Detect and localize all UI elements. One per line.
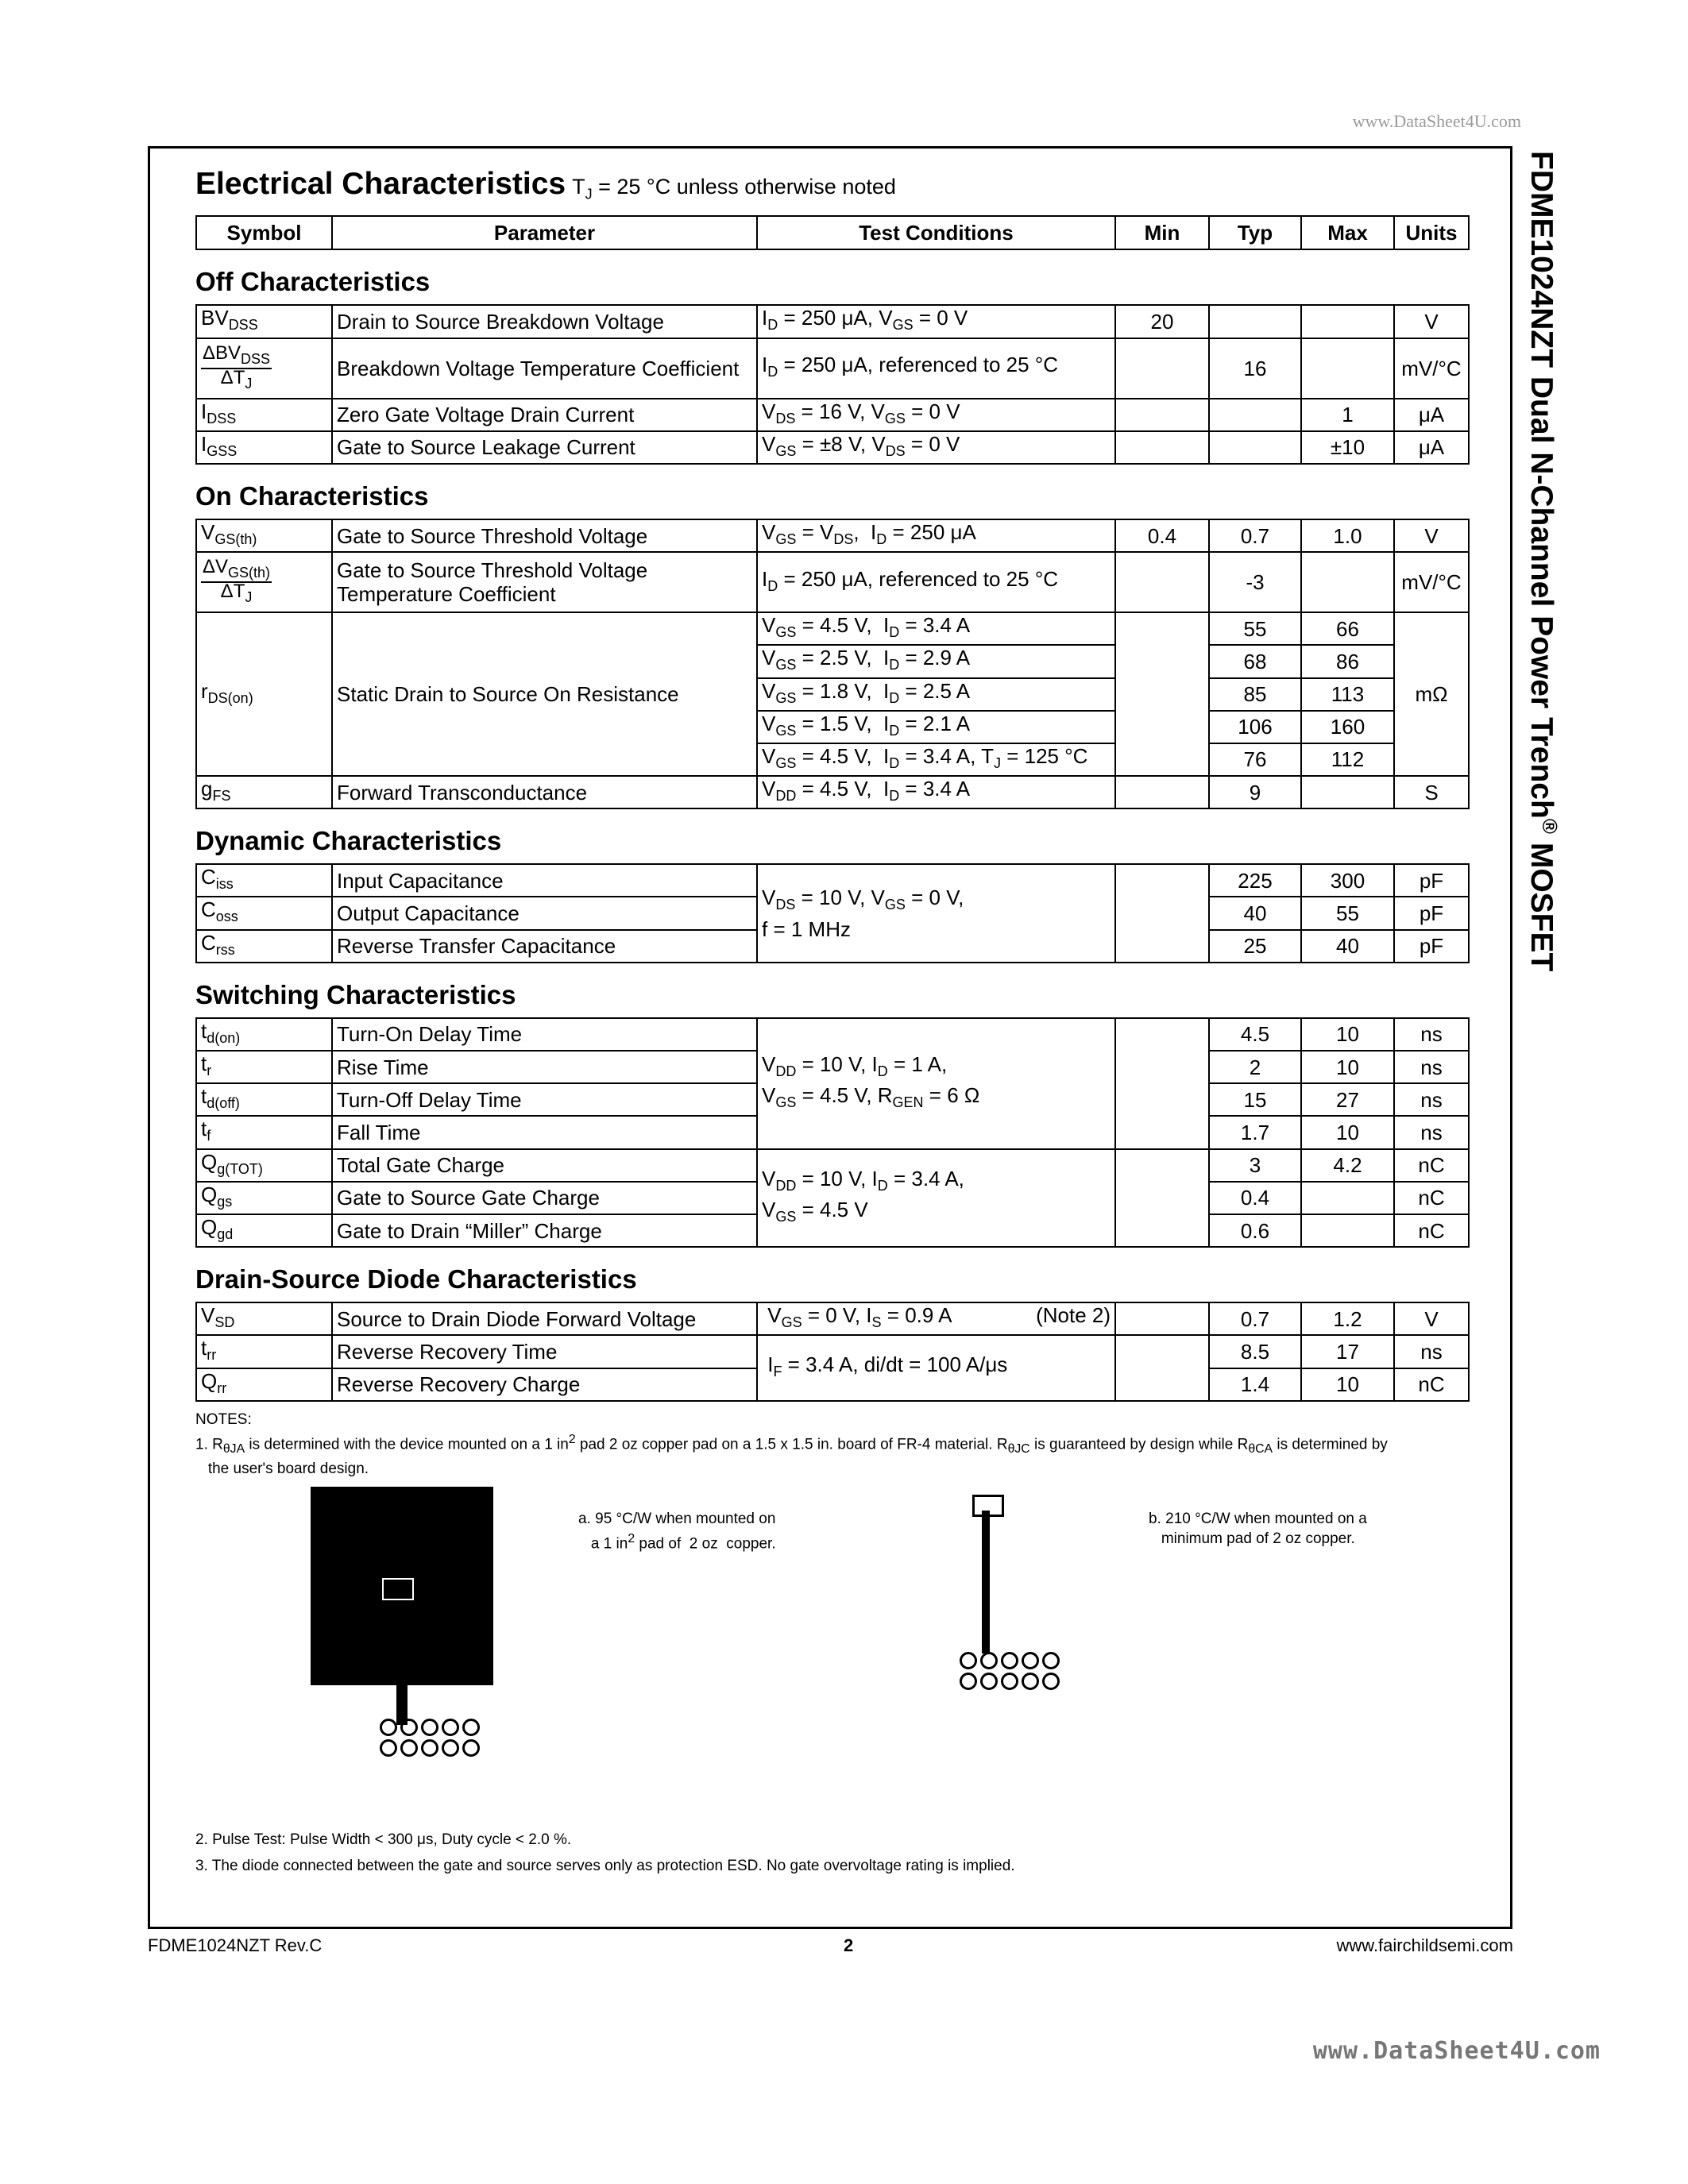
watermark-top[interactable]: www.DataSheet4U.com [1352, 111, 1521, 131]
parameter: Reverse Recovery Charge [332, 1368, 757, 1401]
min [1115, 399, 1209, 431]
symbol: $Q_{gs}$ [196, 1182, 332, 1214]
table-row [196, 1335, 1469, 1368]
note-2: 2. Pulse Test: Pulse Width < 300 μs, Duty cycle < 2.0 %. [195, 1831, 572, 1848]
symbol: $\frac{\Delta V_{GS(th)}}{\Delta T_J}$ [196, 552, 332, 612]
symbol: $Q_{rr}$ [196, 1368, 332, 1401]
section-switching: Switching Characteristics [195, 979, 516, 1009]
max: 112 [1301, 743, 1394, 776]
parameter: Gate to Source Leakage Current [332, 431, 757, 464]
typ: 106 [1209, 711, 1301, 743]
symbol: $I_{GSS}$ [196, 431, 332, 464]
switching-table [195, 1017, 1470, 1248]
max [1301, 1214, 1394, 1247]
table-row [196, 305, 1469, 338]
typ: 0.7 [1209, 1302, 1301, 1335]
typ: 9 [1209, 776, 1301, 808]
test-conditions: $I_D = 250$ μA, referenced to 25 °C [757, 338, 1115, 399]
col-test-conditions: Test Conditions [757, 216, 1115, 249]
max: 55 [1301, 897, 1394, 929]
symbol: $BV_{DSS}$ [196, 305, 332, 338]
column-header-table [195, 215, 1470, 250]
table-row [196, 1302, 1469, 1335]
typ: 225 [1209, 864, 1301, 897]
test-conditions: $V_{GS} = 2.5$ V, $I_D = 2.9$ A [757, 645, 1115, 677]
units: nC [1394, 1214, 1469, 1247]
test-conditions: $V_{GS} = 0$ V, $I_S = 0.9$ A (Note 2) [757, 1302, 1115, 1335]
units: S [1394, 776, 1469, 808]
typ: 15 [1209, 1083, 1301, 1116]
units: pF [1394, 930, 1469, 963]
symbol: $C_{oss}$ [196, 897, 332, 929]
units: nC [1394, 1149, 1469, 1182]
footer-doc-id: FDME1024NZT Rev.C [148, 1935, 323, 1955]
max: 300 [1301, 864, 1394, 897]
max: 10 [1301, 1018, 1394, 1051]
typ: 55 [1209, 612, 1301, 645]
thermal-figures [195, 1479, 1468, 1828]
symbol: $Q_{gd}$ [196, 1214, 332, 1247]
on-table [195, 519, 1470, 809]
max: 86 [1301, 645, 1394, 677]
max: 10 [1301, 1116, 1394, 1148]
heading-condition: $T_J = 25$ °C unless otherwise noted [572, 175, 896, 203]
symbol: $C_{rss}$ [196, 930, 332, 963]
units: μA [1394, 431, 1469, 464]
notes-bottom [195, 1830, 1468, 1876]
typ: 0.7 [1209, 519, 1301, 552]
figure-b-caption: b. 210 °C/W when mounted on a minimum pad of 2 oz copper. [1149, 1510, 1367, 1547]
parameter: Forward Transconductance [332, 776, 757, 808]
footer-website[interactable]: www.fairchildsemi.com [1336, 1935, 1513, 1955]
typ: 76 [1209, 743, 1301, 776]
typ [1209, 305, 1301, 338]
header-row [196, 216, 1469, 249]
parameter: Fall Time [332, 1116, 757, 1148]
max: ±10 [1301, 431, 1394, 464]
parameter: Turn-Off Delay Time [332, 1083, 757, 1116]
via-holes [960, 1652, 1060, 1690]
device-pad [382, 1578, 414, 1600]
max [1301, 1182, 1394, 1214]
typ [1209, 399, 1301, 431]
max [1301, 338, 1394, 399]
units: V [1394, 1302, 1469, 1335]
typ: 0.6 [1209, 1214, 1301, 1247]
max: 27 [1301, 1083, 1394, 1116]
side-title-text: FDME1024NZT Dual N-Channel Power Trench [1524, 151, 1559, 819]
test-conditions: $V_{DS} = 10$ V, $V_{GS} = 0$ V, f = 1 MHz [757, 864, 1115, 963]
diode-table [195, 1302, 1470, 1402]
max: 160 [1301, 711, 1394, 743]
units: ns [1394, 1051, 1469, 1083]
col-min: Min [1115, 216, 1209, 249]
col-units: Units [1394, 216, 1469, 249]
max [1301, 776, 1394, 808]
footer-page-number: 2 [844, 1935, 854, 1955]
parameter: Rise Time [332, 1051, 757, 1083]
symbol: $C_{iss}$ [196, 864, 332, 897]
test-conditions: $V_{GS} = 1.8$ V, $I_D = 2.5$ A [757, 678, 1115, 711]
max: 40 [1301, 930, 1394, 963]
notes-label: NOTES: [195, 1410, 252, 1428]
max [1301, 552, 1394, 612]
parameter: Input Capacitance [332, 864, 757, 897]
units: pF [1394, 864, 1469, 897]
min [1115, 864, 1209, 963]
page-heading [195, 163, 1468, 215]
symbol: $t_f$ [196, 1116, 332, 1148]
col-parameter: Parameter [332, 216, 757, 249]
typ [1209, 431, 1301, 464]
parameter: Static Drain to Source On Resistance [332, 612, 757, 776]
table-row [196, 864, 1469, 897]
units: V [1394, 519, 1469, 552]
units: mV/°C [1394, 338, 1469, 399]
test-conditions: $V_{DD} = 10$ V, $I_D = 3.4$ A, $V_{GS} = 4.5$ V [757, 1149, 1115, 1248]
col-typ: Typ [1209, 216, 1301, 249]
parameter: Reverse Transfer Capacitance [332, 930, 757, 963]
typ: 40 [1209, 897, 1301, 929]
test-conditions: $V_{GS} = \pm 8$ V, $V_{DS} = 0$ V [757, 431, 1115, 464]
side-title [1516, 146, 1584, 1036]
parameter: Gate to Drain “Miller” Charge [332, 1214, 757, 1247]
units: ns [1394, 1018, 1469, 1051]
figure-a-caption: a. 95 °C/W when mounted on a 1 $in^2$ pad of 2 oz copper. [578, 1510, 776, 1553]
col-max: Max [1301, 216, 1394, 249]
min [1115, 776, 1209, 808]
table-row [196, 338, 1469, 399]
typ: -3 [1209, 552, 1301, 612]
table-row [196, 399, 1469, 431]
symbol: $\frac{\Delta BV_{DSS}}{\Delta T_J}$ [196, 338, 332, 399]
parameter: Total Gate Charge [332, 1149, 757, 1182]
table-row [196, 612, 1469, 645]
test-conditions: $V_{GS} = V_{DS}$, $I_D = 250$ μA [757, 519, 1115, 552]
parameter: Gate to Source Threshold Voltage Temperature Coefficient [332, 552, 757, 612]
symbol: $V_{SD}$ [196, 1302, 332, 1335]
symbol: $r_{DS(on)}$ [196, 612, 332, 776]
max: 10 [1301, 1368, 1394, 1401]
via-holes [380, 1719, 480, 1757]
typ: 25 [1209, 930, 1301, 963]
min [1115, 1018, 1209, 1149]
test-conditions: $V_{DD} = 10$ V, $I_D = 1$ A, $V_{GS} = 4.5$ V, $R_{GEN} = 6$ Ω [757, 1018, 1115, 1149]
typ: 68 [1209, 645, 1301, 677]
min [1115, 431, 1209, 464]
watermark-bottom[interactable]: www.DataSheet4U.com [1312, 2037, 1601, 2065]
typ: 16 [1209, 338, 1301, 399]
table-row [196, 1149, 1469, 1182]
parameter: Zero Gate Voltage Drain Current [332, 399, 757, 431]
parameter: Gate to Source Threshold Voltage [332, 519, 757, 552]
units: pF [1394, 897, 1469, 929]
min [1115, 1335, 1209, 1400]
off-table [195, 304, 1470, 465]
section-on: On Characteristics [195, 480, 429, 511]
symbol: $t_{d(on)}$ [196, 1018, 332, 1051]
min [1115, 1302, 1209, 1335]
heading-text: Electrical Characteristics [195, 167, 566, 201]
parameter: Gate to Source Gate Charge [332, 1182, 757, 1214]
typ: 2 [1209, 1051, 1301, 1083]
units: μA [1394, 399, 1469, 431]
symbol: $Q_{g(TOT)}$ [196, 1149, 332, 1182]
typ: 1.4 [1209, 1368, 1301, 1401]
notes [195, 1410, 1468, 1479]
pad-layout-1in-image [311, 1487, 493, 1685]
units: V [1394, 305, 1469, 338]
min [1115, 552, 1209, 612]
test-conditions: $V_{GS} = 1.5$ V, $I_D = 2.1$ A [757, 711, 1115, 743]
min [1115, 612, 1209, 776]
max [1301, 305, 1394, 338]
symbol: $t_{d(off)}$ [196, 1083, 332, 1116]
parameter: Source to Drain Diode Forward Voltage [332, 1302, 757, 1335]
symbol: $V_{GS(th)}$ [196, 519, 332, 552]
note-ref: (Note 2) [1036, 1303, 1111, 1328]
max: 1.0 [1301, 519, 1394, 552]
max: 1 [1301, 399, 1394, 431]
table-row [196, 776, 1469, 808]
symbol: $I_{DSS}$ [196, 399, 332, 431]
parameter: Drain to Source Breakdown Voltage [332, 305, 757, 338]
table-row [196, 1018, 1469, 1051]
test-conditions: $I_F = 3.4$ A, di/dt = 100 A/μs [757, 1335, 1115, 1400]
typ: 0.4 [1209, 1182, 1301, 1214]
parameter: Turn-On Delay Time [332, 1018, 757, 1051]
section-diode: Drain-Source Diode Characteristics [195, 1264, 637, 1295]
parameter: Reverse Recovery Time [332, 1335, 757, 1368]
min: 0.4 [1115, 519, 1209, 552]
dynamic-table [195, 863, 1470, 963]
max: 113 [1301, 678, 1394, 711]
typ: 8.5 [1209, 1335, 1301, 1368]
min [1115, 1149, 1209, 1248]
typ: 3 [1209, 1149, 1301, 1182]
units: ns [1394, 1335, 1469, 1368]
test-conditions: $V_{GS} = 4.5$ V, $I_D = 3.4$ A [757, 612, 1115, 645]
section-dynamic: Dynamic Characteristics [195, 826, 502, 856]
units: nC [1394, 1182, 1469, 1214]
max: 66 [1301, 612, 1394, 645]
table-row [196, 431, 1469, 464]
test-conditions: $I_D = 250$ μA, referenced to 25 °C [757, 552, 1115, 612]
parameter: Output Capacitance [332, 897, 757, 929]
test-conditions: $I_D = 250$ μA, $V_{GS} = 0$ V [757, 305, 1115, 338]
note-1: 1. $R_{\theta JA}$ is determined with the device mounted on a 1 $in^2$ pad 2 oz copper pad on a 1.5 x 1.5 in. board of FR-4 material. $R_{\theta JC}$ is guaranteed by design while $R_{\theta CA}$ is determined by the user's board design. [195, 1432, 1388, 1477]
min: 20 [1115, 305, 1209, 338]
test-conditions: $V_{GS} = 4.5$ V, $I_D = 3.4$ A, $T_J = 125$ °C [757, 743, 1115, 776]
test-conditions: $V_{DS} = 16$ V, $V_{GS} = 0$ V [757, 399, 1115, 431]
typ: 4.5 [1209, 1018, 1301, 1051]
table-row [196, 519, 1469, 552]
min [1115, 338, 1209, 399]
max: 4.2 [1301, 1149, 1394, 1182]
units: mΩ [1394, 612, 1469, 776]
note-3: 3. The diode connected between the gate and source serves only as protection ESD. No gate overvoltage rating is implied. [195, 1857, 1015, 1874]
units: ns [1394, 1116, 1469, 1148]
side-title-end: MOSFET [1524, 834, 1559, 972]
symbol: $t_r$ [196, 1051, 332, 1083]
symbol: $g_{FS}$ [196, 776, 332, 808]
units: ns [1394, 1083, 1469, 1116]
units: nC [1394, 1368, 1469, 1401]
test-conditions: $V_{DD} = 4.5$ V, $I_D = 3.4$ A [757, 776, 1115, 808]
registered-mark: ® [1538, 818, 1562, 834]
symbol: $t_{rr}$ [196, 1335, 332, 1368]
max: 1.2 [1301, 1302, 1394, 1335]
units: mV/°C [1394, 552, 1469, 612]
electrical-characteristics [195, 163, 1468, 1876]
max: 17 [1301, 1335, 1394, 1368]
col-symbol: Symbol [196, 216, 332, 249]
minimum-pad-trace [982, 1511, 990, 1653]
section-off: Off Characteristics [195, 267, 431, 297]
max: 10 [1301, 1051, 1394, 1083]
typ: 1.7 [1209, 1116, 1301, 1148]
table-row [196, 552, 1469, 612]
typ: 85 [1209, 678, 1301, 711]
parameter: Breakdown Voltage Temperature Coefficient [332, 338, 757, 399]
